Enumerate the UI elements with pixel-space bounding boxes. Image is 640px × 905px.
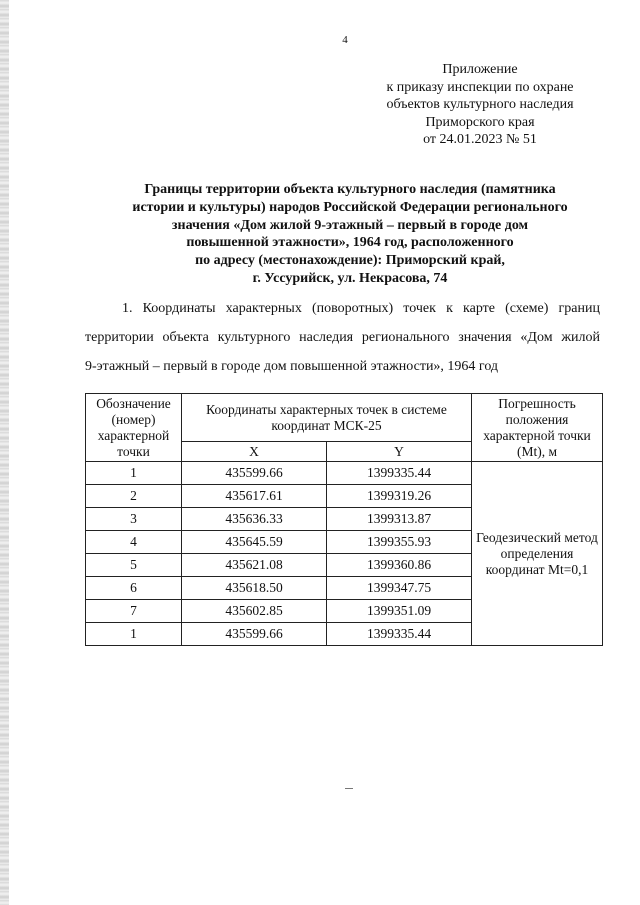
page-number: 4 — [342, 34, 348, 46]
table-row — [86, 462, 603, 485]
document-title — [100, 181, 600, 288]
point-number: 6 — [86, 577, 182, 600]
point-number: 1 — [86, 462, 182, 485]
appendix-line: объектов культурного наследия — [386, 97, 574, 112]
table-header-row — [86, 394, 603, 442]
appendix-line: Приморского края — [425, 114, 535, 130]
y-value: 1399360.86 — [327, 554, 472, 577]
x-value: 435621.08 — [182, 554, 327, 577]
y-value: 1399313.87 — [327, 508, 472, 531]
title-line: истории и культуры) народов Российской Федерации регионального — [132, 199, 568, 215]
header-coordinates: Координаты характерных точек в системе координат МСК-25 — [182, 394, 472, 442]
paragraph-line: территории объекта культурного наследия регионального значения «Дом жилой — [85, 330, 600, 345]
point-number: 4 — [86, 531, 182, 554]
y-value: 1399335.44 — [327, 462, 472, 485]
y-value: 1399351.09 — [327, 600, 472, 623]
error-value: Геодезический метод определения координат Mt=0,1 — [472, 462, 603, 646]
paragraph-line: 1. Координаты характерных (поворотных) точек к карте (схеме) границ — [122, 301, 600, 316]
x-value: 435599.66 — [182, 623, 327, 646]
header-error: Погрешность положения характерной точки (Mt), м — [472, 394, 603, 462]
point-number: 2 — [86, 485, 182, 508]
y-value: 1399319.26 — [327, 485, 472, 508]
point-number: 3 — [86, 508, 182, 531]
x-value: 435617.61 — [182, 485, 327, 508]
title-line: Границы территории объекта культурного наследия (памятника — [144, 182, 556, 197]
title-line: повышенной этажности», 1964 год, расположенного — [186, 235, 514, 251]
scan-mark — [345, 788, 353, 789]
x-value: 435636.33 — [182, 508, 327, 531]
header-y: Y — [327, 442, 472, 462]
intro-paragraph — [85, 294, 600, 381]
appendix-block — [360, 61, 600, 149]
title-line: г. Уссурийск, ул. Некрасова, 74 — [252, 270, 448, 286]
point-number: 1 — [86, 623, 182, 646]
appendix-line: от 24.01.2023 № 51 — [423, 132, 537, 147]
paragraph-line: 9-этажный – первый в городе дом повышенной этажности», 1964 год — [85, 359, 499, 374]
x-value: 435599.66 — [182, 462, 327, 485]
point-number: 7 — [86, 600, 182, 623]
x-value: 435645.59 — [182, 531, 327, 554]
y-value: 1399355.93 — [327, 531, 472, 554]
point-number: 5 — [86, 554, 182, 577]
title-line: по адресу (местонахождение): Приморский край, — [195, 253, 505, 269]
y-value: 1399335.44 — [327, 623, 472, 646]
title-line: значения «Дом жилой 9-этажный – первый в городе дом — [171, 217, 529, 233]
coordinates-table — [85, 393, 603, 646]
appendix-line: Приложение — [442, 62, 518, 77]
header-x: X — [182, 442, 327, 462]
x-value: 435618.50 — [182, 577, 327, 600]
x-value: 435602.85 — [182, 600, 327, 623]
appendix-line: к приказу инспекции по охране — [386, 79, 574, 95]
scan-edge — [0, 0, 9, 905]
header-point-number: Обозначение (номер) характерной точки — [86, 394, 182, 462]
y-value: 1399347.75 — [327, 577, 472, 600]
